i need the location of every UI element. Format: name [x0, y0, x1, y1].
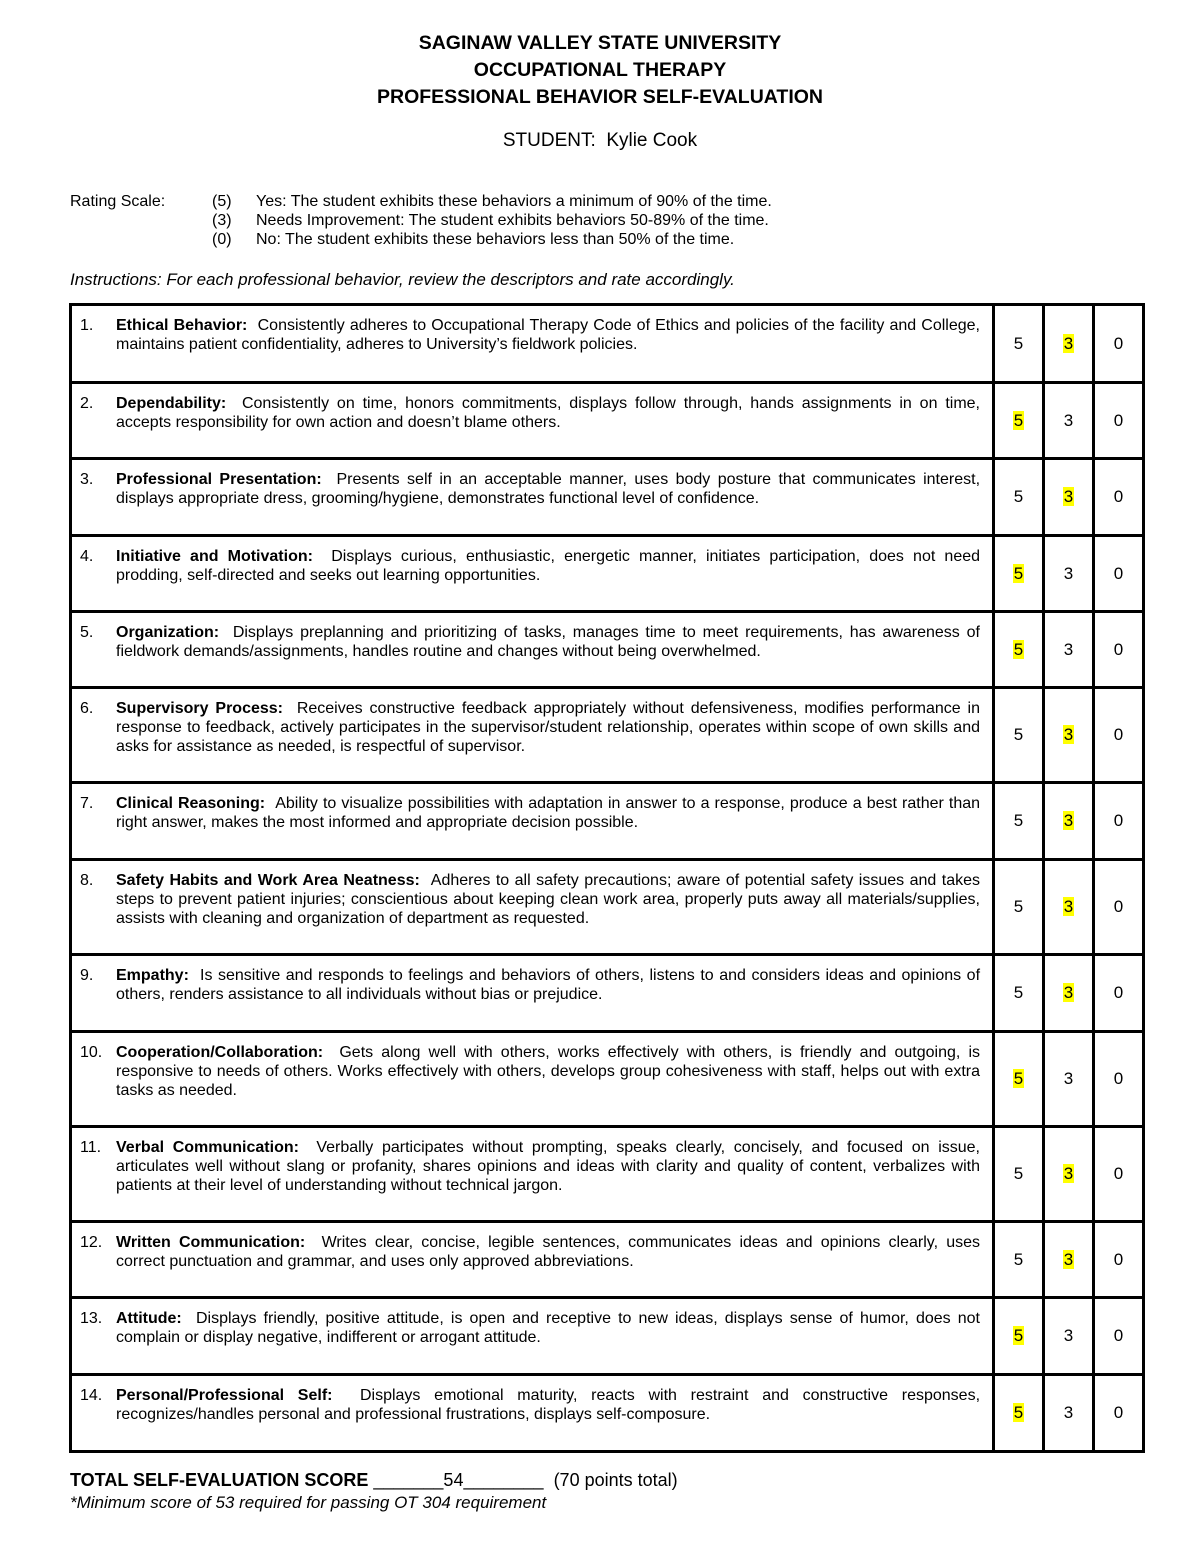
score-cell-3[interactable] — [1044, 1222, 1094, 1298]
score-option: 5 — [1013, 487, 1024, 506]
student-line — [0, 130, 1200, 152]
rating-scale-label: Rating Scale: — [70, 193, 166, 210]
behavior-item — [80, 316, 980, 354]
behavior-number: 9. — [80, 967, 94, 984]
score-option-selected: 3 — [1063, 1249, 1074, 1269]
score-option: 5 — [1013, 897, 1024, 916]
behavior-number: 6. — [80, 700, 94, 717]
behavior-text — [116, 394, 980, 432]
score-cell-5[interactable] — [994, 783, 1044, 860]
behavior-item — [80, 394, 980, 432]
score-cell-0[interactable] — [1094, 612, 1144, 688]
score-option: 0 — [1113, 410, 1124, 430]
behavior-gap — [247, 317, 257, 334]
rating-scale-row — [212, 192, 772, 212]
behavior-row — [71, 612, 1144, 688]
behavior-title: Professional Presentation: — [116, 471, 322, 488]
score-cell-5[interactable] — [994, 1298, 1044, 1375]
behavior-description-cell — [71, 612, 994, 688]
rating-text: No: The student exhibits these behaviors less than 50% of the time. — [256, 231, 735, 248]
behavior-descriptor: Consistently on time, honors commitments, displays follow through, hands assignments in on time, accepts responsibility for own action and doesn’t blame others. — [116, 395, 980, 431]
behavior-descriptor: Adheres to all safety precautions; aware of potential safety issues and takes steps to prevent patient injuries; conscientious about keeping clean work area, properly puts away all materials/supplies, assists with cleaning and organization of department as requested. — [116, 872, 981, 927]
behavior-number: 14. — [80, 1387, 103, 1404]
behavior-gap — [332, 1387, 359, 1404]
behavior-title: Attitude: — [116, 1310, 182, 1327]
behavior-title: Initiative and Motivation: — [116, 548, 313, 565]
score-cell-3[interactable] — [1044, 536, 1094, 612]
score-option: 3 — [1063, 1403, 1074, 1422]
behavior-item — [80, 547, 980, 585]
behavior-title: Organization: — [116, 624, 220, 641]
behavior-title: Supervisory Process: — [116, 700, 283, 717]
score-cell-0[interactable] — [1094, 383, 1144, 459]
behavior-descriptor: Presents self in an acceptable manner, uses body posture that communicates interest, displays appropriate dress, grooming/hygiene, demonstrates functional level of confidence. — [116, 471, 981, 507]
score-option-selected: 5 — [1013, 1403, 1024, 1422]
score-cell-5[interactable] — [994, 305, 1044, 383]
behavior-descriptor: Verbally participates without prompting, speaks clearly, concisely, and focused on issue, articulates well without slang or profanity, shares opinions and ideas with clarity and quality of content, verbalizes with patients at their level of understanding without technical jargon. — [116, 1139, 980, 1194]
instructions: Instructions: For each professional behavior, review the descriptors and rate accordingly. — [70, 270, 735, 289]
behavior-description-cell — [71, 305, 994, 383]
behavior-descriptor: Consistently adheres to Occupational Therapy Code of Ethics and policies of the facility and College, maintains patient confidentiality, adheres to University’s fieldwork policies. — [116, 317, 981, 353]
behavior-title: Clinical Reasoning: — [116, 795, 266, 812]
behavior-description-cell — [71, 383, 994, 459]
behavior-text — [116, 623, 980, 661]
behavior-gap — [283, 700, 297, 717]
score-option: 3 — [1063, 639, 1074, 659]
score-option-selected: 5 — [1013, 639, 1024, 659]
score-cell-5[interactable] — [994, 1127, 1044, 1222]
behavior-row — [71, 1298, 1144, 1375]
university-title: SAGINAW VALLEY STATE UNIVERSITY — [418, 32, 782, 54]
behavior-title: Empathy: — [116, 967, 189, 984]
behavior-number: 12. — [80, 1234, 103, 1251]
total-score-suffix: (70 points total) — [553, 1470, 678, 1490]
score-cell-5[interactable] — [994, 612, 1044, 688]
score-option: 0 — [1113, 897, 1124, 916]
score-option: 5 — [1013, 333, 1024, 353]
behavior-gap — [323, 1044, 339, 1061]
behavior-item — [80, 966, 980, 1004]
behavior-description-cell — [71, 955, 994, 1032]
behavior-row — [71, 1032, 1144, 1127]
behavior-number: 13. — [80, 1310, 103, 1327]
behavior-descriptor: Displays friendly, positive attitude, is open and receptive to new ideas, displays sense of humor, does not complain or display negative, indifferent or arrogant attitude. — [116, 1310, 981, 1346]
score-cell-3[interactable] — [1044, 1032, 1094, 1127]
behavior-description-cell — [71, 1298, 994, 1375]
score-cell-3[interactable] — [1044, 305, 1094, 383]
score-option: 5 — [1013, 1164, 1024, 1183]
score-option-selected: 3 — [1063, 1164, 1074, 1183]
behavior-description-cell — [71, 1222, 994, 1298]
score-cell-3[interactable] — [1044, 383, 1094, 459]
behavior-description-cell — [71, 1375, 994, 1452]
behavior-number: 11. — [80, 1139, 102, 1156]
score-cell-5[interactable] — [994, 383, 1044, 459]
score-cell-3[interactable] — [1044, 1375, 1094, 1452]
score-option-selected: 3 — [1063, 983, 1074, 1002]
behavior-descriptor: Is sensitive and responds to feelings and behaviors of others, listens to and considers ideas and opinions of others, renders assistance to all individuals without bias or prejudice. — [116, 967, 981, 1003]
rating-scale-row — [212, 211, 769, 231]
document-header — [0, 30, 1200, 111]
score-cell-5[interactable] — [994, 955, 1044, 1032]
behavior-item — [80, 1386, 980, 1424]
behavior-gap — [182, 1310, 196, 1327]
behavior-text — [116, 547, 980, 585]
behavior-number: 3. — [80, 471, 94, 488]
behavior-row — [71, 1375, 1144, 1452]
behavior-number: 2. — [80, 395, 94, 412]
behavior-gap — [322, 471, 337, 488]
score-option: 0 — [1113, 1164, 1124, 1183]
behavior-description-cell — [71, 1032, 994, 1127]
behavior-row — [71, 688, 1144, 783]
score-cell-3[interactable] — [1044, 459, 1094, 536]
score-cell-5[interactable] — [994, 459, 1044, 536]
student-label: STUDENT: — [502, 130, 596, 151]
behavior-gap — [305, 1234, 321, 1251]
score-cell-0[interactable] — [1094, 1127, 1144, 1222]
score-option: 3 — [1063, 410, 1074, 430]
behavior-table — [69, 303, 1145, 1453]
department-title: OCCUPATIONAL THERAPY — [473, 59, 727, 81]
score-cell-0[interactable] — [1094, 860, 1144, 955]
score-cell-0[interactable] — [1094, 305, 1144, 383]
score-option: 0 — [1113, 1069, 1124, 1088]
behavior-number: 1. — [80, 317, 94, 334]
score-cell-0[interactable] — [1094, 1298, 1144, 1375]
behavior-descriptor: Displays emotional maturity, reacts with restraint and constructive responses, recognizes/handles personal and professional frustrations, displays self-composure. — [116, 1387, 981, 1423]
behavior-gap — [226, 395, 242, 412]
behavior-title: Dependability: — [116, 395, 227, 412]
score-cell-0[interactable] — [1094, 536, 1144, 612]
behavior-descriptor: Receives constructive feedback appropriately without defensiveness, modifies performance in response to feedback, actively participates in the supervisor/student relationship, operates within scope of own skills and asks for assistance as needed, is respectful of supervisor. — [116, 700, 981, 755]
behavior-item — [80, 699, 980, 756]
score-cell-0[interactable] — [1094, 783, 1144, 860]
behavior-description-cell — [71, 459, 994, 536]
behavior-description-cell — [71, 536, 994, 612]
score-option-selected: 5 — [1013, 563, 1024, 583]
behavior-gap — [420, 872, 431, 889]
form-title: PROFESSIONAL BEHAVIOR SELF-EVALUATION — [377, 86, 823, 108]
score-option: 0 — [1113, 487, 1124, 506]
behavior-gap — [313, 548, 331, 565]
behavior-number: 10. — [80, 1044, 103, 1061]
rating-text: Yes: The student exhibits these behaviors a minimum of 90% of the time. — [256, 193, 772, 210]
behavior-text — [116, 699, 980, 756]
score-option: 0 — [1113, 333, 1124, 353]
score-option-selected: 5 — [1013, 410, 1024, 430]
score-cell-3[interactable] — [1044, 860, 1094, 955]
score-option-selected: 5 — [1013, 1326, 1024, 1345]
behavior-title: Safety Habits and Work Area Neatness: — [116, 872, 420, 889]
rating-code: (3) — [212, 212, 232, 229]
behavior-title: Personal/Professional Self: — [116, 1387, 333, 1404]
behavior-text — [116, 1386, 980, 1424]
score-option: 0 — [1113, 983, 1124, 1002]
behavior-description-cell — [71, 783, 994, 860]
score-cell-3[interactable] — [1044, 688, 1094, 783]
score-option-selected: 3 — [1063, 897, 1074, 916]
behavior-title: Written Communication: — [116, 1234, 306, 1251]
behavior-gap — [299, 1139, 316, 1156]
behavior-row — [71, 955, 1144, 1032]
behavior-item — [80, 470, 980, 508]
score-option: 0 — [1113, 1326, 1124, 1345]
behavior-descriptor: Displays preplanning and prioritizing of tasks, manages time to meet requirements, has awareness of fieldwork demands/assignments, handles routine and changes without being overwhelmed. — [116, 624, 980, 660]
behavior-item — [80, 1043, 980, 1100]
behavior-gap — [219, 624, 233, 641]
behavior-item — [80, 871, 980, 928]
score-option: 0 — [1113, 1403, 1124, 1422]
behavior-row — [71, 536, 1144, 612]
behavior-text — [116, 470, 980, 508]
behavior-title: Cooperation/Collaboration: — [116, 1044, 324, 1061]
score-option: 0 — [1113, 563, 1124, 583]
behavior-row — [71, 1127, 1144, 1222]
behavior-description-cell — [71, 688, 994, 783]
score-option: 0 — [1113, 1249, 1124, 1269]
score-option-selected: 3 — [1063, 725, 1074, 744]
behavior-text — [116, 794, 980, 832]
behavior-row — [71, 383, 1144, 459]
score-cell-5[interactable] — [994, 1375, 1044, 1452]
behavior-description-cell — [71, 1127, 994, 1222]
score-option: 0 — [1113, 725, 1124, 744]
score-option: 3 — [1063, 563, 1074, 583]
rating-text: Needs Improvement: The student exhibits behaviors 50-89% of the time. — [256, 212, 769, 229]
behavior-descriptor: Displays curious, enthusiastic, energetic manner, initiates participation, does not need prodding, self-directed and seeks out learning opportunities. — [116, 548, 981, 584]
behavior-number: 7. — [80, 795, 94, 812]
score-option: 0 — [1113, 811, 1124, 830]
total-score-value: _______54________ — [373, 1470, 544, 1490]
behavior-text — [116, 316, 980, 354]
score-option: 3 — [1063, 1326, 1074, 1345]
score-cell-5[interactable] — [994, 1222, 1044, 1298]
behavior-text — [116, 871, 980, 928]
behavior-gap — [265, 795, 275, 812]
score-option-selected: 3 — [1063, 333, 1074, 353]
score-option: 3 — [1063, 1069, 1074, 1088]
behavior-text — [116, 1233, 980, 1271]
behavior-descriptor: Ability to visualize possibilities with adaptation in answer to a response, produce a best rather than right answer, makes the most informed and appropriate decision possible. — [116, 795, 981, 831]
behavior-row — [71, 459, 1144, 536]
behavior-text — [116, 1138, 980, 1195]
score-option-selected: 3 — [1063, 487, 1074, 506]
score-cell-0[interactable] — [1094, 1032, 1144, 1127]
behavior-text — [116, 1043, 980, 1100]
score-cell-0[interactable] — [1094, 459, 1144, 536]
rating-code: (5) — [212, 193, 232, 210]
score-option: 5 — [1013, 983, 1024, 1002]
behavior-item — [80, 794, 980, 832]
score-cell-0[interactable] — [1094, 688, 1144, 783]
minimum-score-note: *Minimum score of 53 required for passing OT 304 requirement — [70, 1493, 547, 1512]
behavior-row — [71, 1222, 1144, 1298]
score-cell-5[interactable] — [994, 536, 1044, 612]
behavior-description-cell — [71, 860, 994, 955]
rating-code: (0) — [212, 231, 232, 248]
student-name: Kylie Cook — [606, 130, 698, 151]
score-option: 5 — [1013, 1249, 1024, 1269]
behavior-item — [80, 623, 980, 661]
behavior-row — [71, 305, 1144, 383]
score-option-selected: 5 — [1013, 1069, 1024, 1088]
score-cell-5[interactable] — [994, 688, 1044, 783]
score-option: 5 — [1013, 811, 1024, 830]
behavior-item — [80, 1309, 980, 1347]
score-cell-0[interactable] — [1094, 1375, 1144, 1452]
score-cell-0[interactable] — [1094, 1222, 1144, 1298]
behavior-number: 5. — [80, 624, 94, 641]
score-cell-3[interactable] — [1044, 955, 1094, 1032]
behavior-descriptor: Writes clear, concise, legible sentences, communicates ideas and opinions clearly, uses correct punctuation and grammar, and uses only approved abbreviations. — [116, 1234, 981, 1270]
total-score-line — [70, 1470, 678, 1491]
total-score-label: TOTAL SELF-EVALUATION SCORE — [70, 1470, 369, 1490]
rating-scale-row — [212, 230, 734, 250]
behavior-row — [71, 860, 1144, 955]
behavior-title: Ethical Behavior: — [116, 317, 248, 334]
behavior-title: Verbal Communication: — [116, 1139, 299, 1156]
behavior-gap — [189, 967, 200, 984]
behavior-number: 4. — [80, 548, 94, 565]
score-cell-5[interactable] — [994, 1032, 1044, 1127]
score-option: 5 — [1013, 725, 1024, 744]
behavior-item — [80, 1233, 980, 1271]
score-option-selected: 3 — [1063, 811, 1074, 830]
behavior-descriptor: Gets along well with others, works effectively with others, is friendly and outgoing, is responsive to needs of others. Works effectively with others, develops group cohesiveness with staff, helps out with extra tasks as needed. — [116, 1044, 981, 1099]
score-cell-3[interactable] — [1044, 783, 1094, 860]
behavior-item — [80, 1138, 980, 1195]
score-cell-3[interactable] — [1044, 612, 1094, 688]
score-cell-3[interactable] — [1044, 1127, 1094, 1222]
score-cell-5[interactable] — [994, 860, 1044, 955]
score-option: 0 — [1113, 639, 1124, 659]
behavior-row — [71, 783, 1144, 860]
behavior-number: 8. — [80, 872, 94, 889]
score-cell-0[interactable] — [1094, 955, 1144, 1032]
behavior-text — [116, 1309, 980, 1347]
behavior-text — [116, 966, 980, 1004]
score-cell-3[interactable] — [1044, 1298, 1094, 1375]
